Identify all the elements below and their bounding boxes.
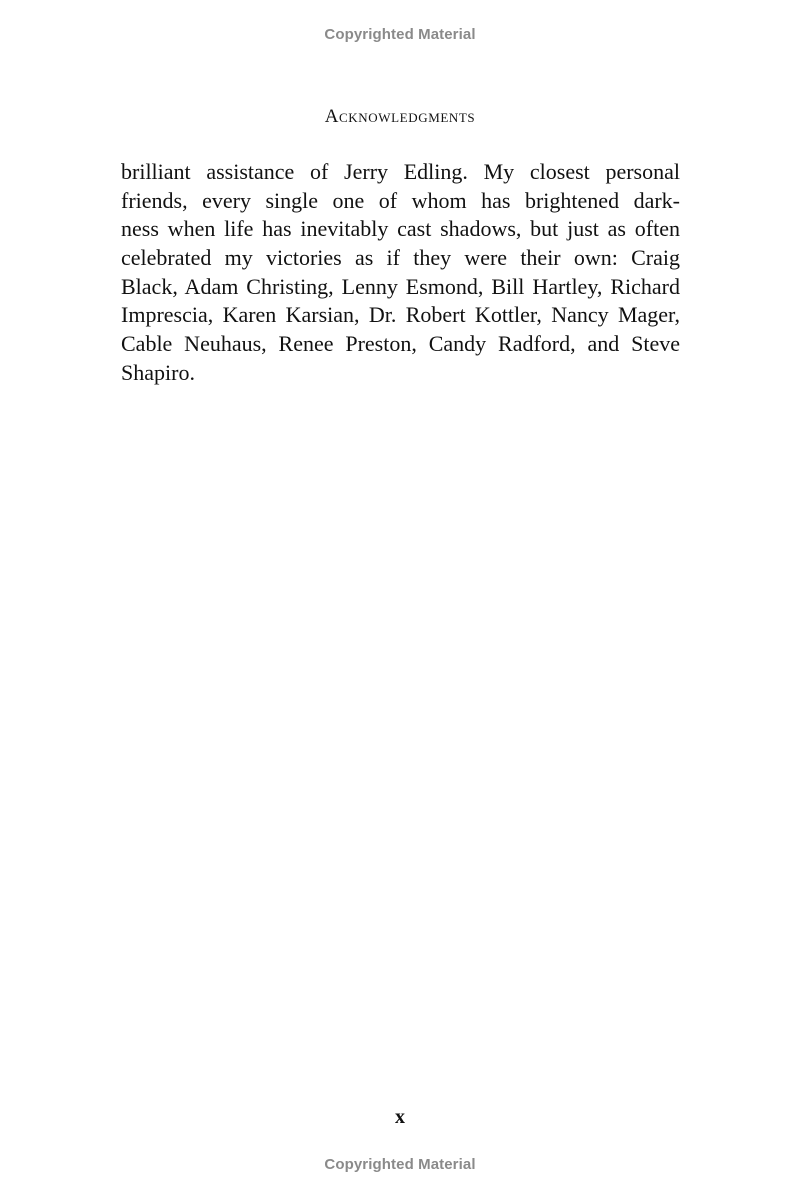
body-line: Shapiro. — [121, 359, 195, 385]
body-line: ness when life has inevitably cast shadows, but just as often — [121, 216, 680, 242]
body-line: Imprescia, Karen Karsian, Dr. Robert Kottler, Nancy Mager, — [121, 302, 680, 328]
body-line: Cable Neuhaus, Renee Preston, Candy Radford, and Steve — [121, 331, 680, 357]
body-line: friends, every single one of whom has brightened dark- — [121, 187, 680, 213]
copyright-watermark-bottom: Copyrighted Material — [324, 1156, 476, 1173]
page-number: x — [395, 1106, 405, 1128]
running-head: Acknowledgments — [324, 106, 476, 127]
body-line: celebrated my victories as if they were their own: Craig — [121, 245, 680, 271]
copyright-watermark-top: Copyrighted Material — [324, 26, 476, 43]
body-paragraph — [121, 158, 680, 388]
body-line: brilliant assistance of Jerry Edling. My closest personal — [121, 159, 680, 184]
body-line: Black, Adam Christing, Lenny Esmond, Bill Hartley, Richard — [121, 273, 680, 299]
